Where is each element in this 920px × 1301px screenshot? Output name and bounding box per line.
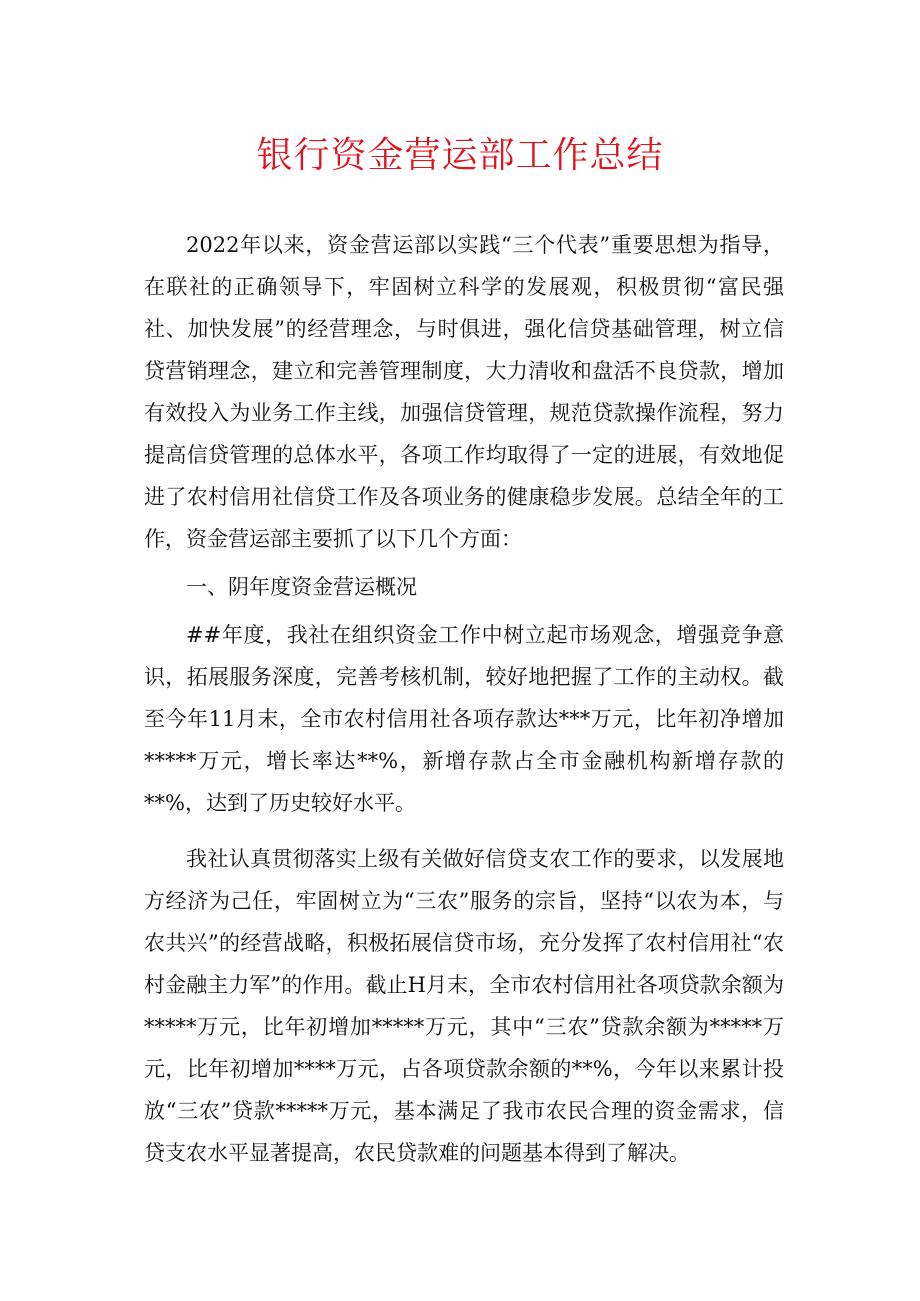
document-title: 银行资金营运部工作总结 (256, 135, 664, 176)
paragraph-loans: 我社认真贯彻落实上级有关做好信贷支农工作的要求，以发展地方经济为己任，牢固树立为“三农”服务的宗旨，坚持“以农为本，与农共兴”的经营战略，积极拓展信贷市场，充分发挥了农村信用社“农村金融主力军”的作用。截止H月末，全市农村信用社各项贷款余额为*****万元，比年初增加*****万元，其中“三农”贷款余额为*****万元，比年初增加****万元，占各项贷款余额的**%，今年以来累计投放“三农”贷款*****万元，基本满足了我市农民合理的资金需求，信贷支农水平显著提高，农民贷款难的问题基本得到了解决。 (144, 847, 784, 1165)
paragraph-deposits: ##年度，我社在组织资金工作中树立起市场观念，增强竞争意识，拓展服务深度，完善考核机制，较好地把握了工作的主动权。截至今年11月末，全市农村信用社各项存款达***万元，比年初净增加*****万元，增长率达**%，新增存款占全市金融机构新增存款的**%，达到了历史较好水平。 (144, 623, 784, 815)
document-body (144, 224, 784, 1174)
paragraph-intro: 2022年以来，资金营运部以实践“三个代表”重要思想为指导，在联社的正确领导下，牢固树立科学的发展观，积极贯彻“富民强社、加快发展”的经营理念，与时俱进，强化信贷基础管理，树立信贷营销理念，建立和完善管理制度，大力清收和盘活不良贷款，增加有效投入为业务工作主线，加强信贷管理，规范贷款操作流程，努力提高信贷管理的总体水平，各项工作均取得了一定的进展，有效地促进了农村信用社信贷工作及各项业务的健康稳步发展。总结全年的工作，资金营运部主要抓了以下几个方面： (144, 233, 784, 551)
section-heading-1: 一、阴年度资金营运概况 (186, 575, 417, 599)
